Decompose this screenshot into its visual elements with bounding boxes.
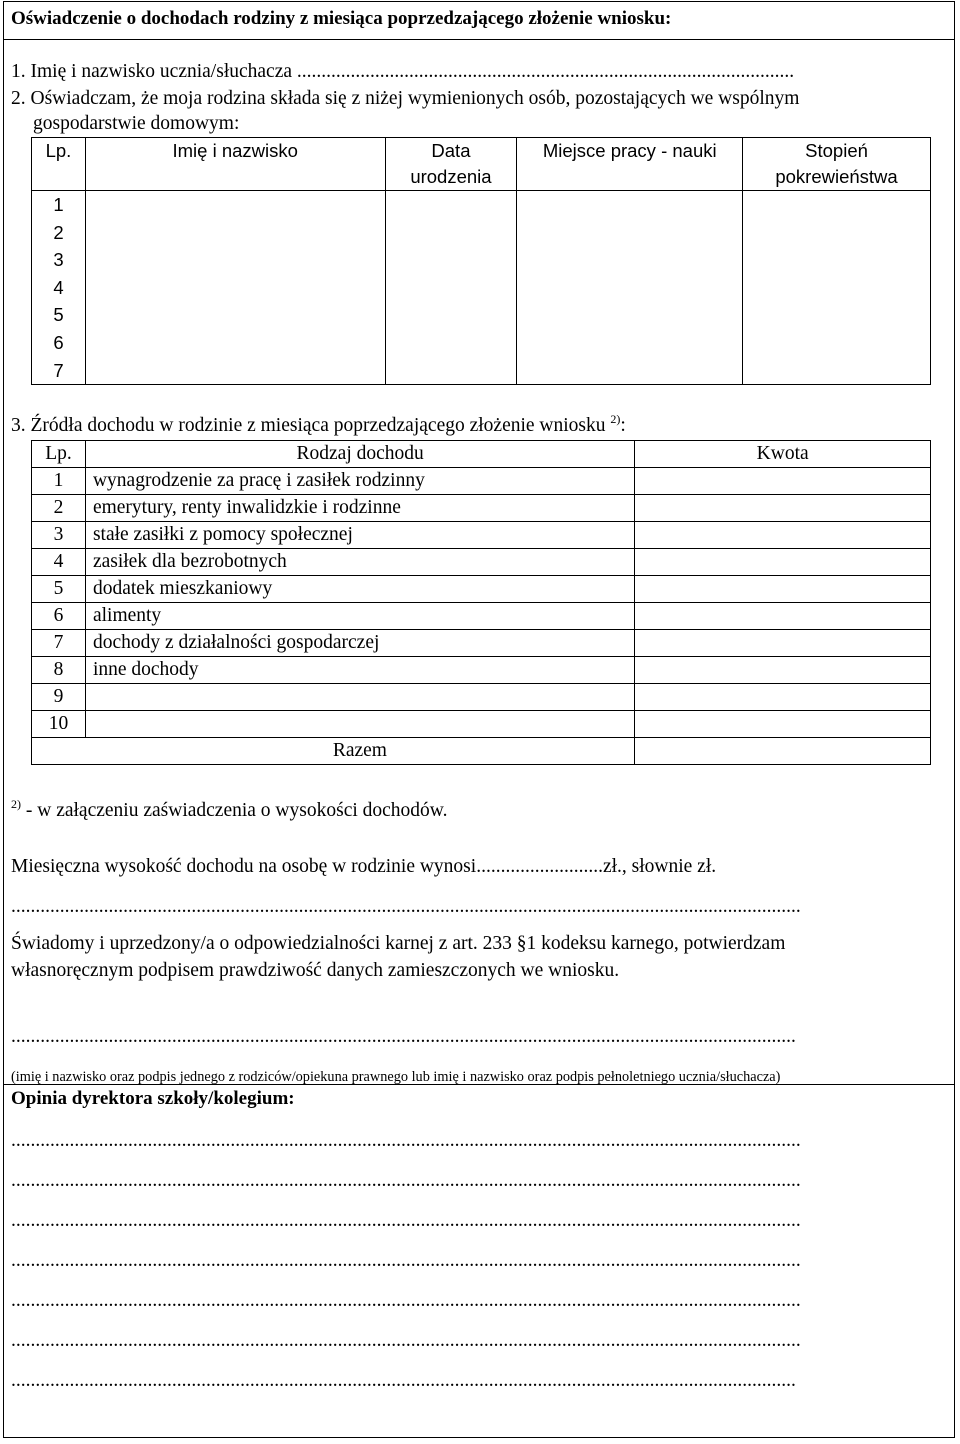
row-number: 6 <box>53 331 64 353</box>
student-name-line[interactable]: 1. Imię i nazwisko ucznia/słuchacza ...................................................................................................... <box>11 61 795 82</box>
opinion-title: Opinia dyrektora szkoły/kolegium: <box>11 1088 295 1109</box>
total-row <box>32 738 931 765</box>
signature-divider <box>3 1084 955 1085</box>
table-row <box>32 468 931 495</box>
name-cells[interactable] <box>85 191 385 385</box>
total-amount-cell[interactable] <box>635 738 931 765</box>
opinion-line[interactable]: .................................................................................................................................................................. <box>11 1170 801 1191</box>
table-row <box>32 576 931 603</box>
form-title: Oświadczenie o dochodach rodziny z miesiąca poprzedzającego złożenie wniosku: <box>11 8 672 29</box>
col-kinship: Stopień pokrewieństwa <box>743 138 931 191</box>
col-amount: Kwota <box>635 441 931 468</box>
row-number: 7 <box>53 359 64 381</box>
row-income-type: inne dochody <box>85 657 634 684</box>
table-row <box>32 522 931 549</box>
amount-cell[interactable] <box>635 549 931 576</box>
income-table <box>31 440 931 765</box>
row-lp: 2 <box>32 495 86 522</box>
kinship-cells[interactable] <box>743 191 931 385</box>
amount-cell[interactable] <box>635 576 931 603</box>
table-row <box>32 684 931 711</box>
row-income-type[interactable] <box>85 684 634 711</box>
amount-cell[interactable] <box>635 603 931 630</box>
row-lp: 6 <box>32 603 86 630</box>
table-row <box>32 603 931 630</box>
row-lp: 5 <box>32 576 86 603</box>
total-label: Razem <box>85 738 634 765</box>
opinion-line[interactable]: .................................................................................................................................................................. <box>11 1130 801 1151</box>
amount-in-words-line[interactable]: .................................................................................................................................................................. <box>11 896 801 917</box>
birth-cells[interactable] <box>385 191 517 385</box>
amount-cell[interactable] <box>635 657 931 684</box>
table-row <box>32 711 931 738</box>
opinion-line[interactable]: .................................................................................................................................................................. <box>11 1330 801 1351</box>
family-row-numbers <box>32 191 86 385</box>
row-number: 1 <box>53 194 64 215</box>
col-lp: Lp. <box>32 441 86 468</box>
row-number: 2 <box>53 221 64 243</box>
declaration: Świadomy i uprzedzony/a o odpowiedzialności karnej z art. 233 §1 kodeksu karnego, potwierdzam <box>11 933 786 954</box>
row-lp: 1 <box>32 468 86 495</box>
work-cells[interactable] <box>517 191 743 385</box>
opinion-line[interactable]: .................................................................................................................................................................. <box>11 1250 801 1271</box>
row-lp: 8 <box>32 657 86 684</box>
signature-line[interactable]: ................................................................................................................................................................. <box>11 1026 796 1047</box>
row-lp: 4 <box>32 549 86 576</box>
table-row <box>32 549 931 576</box>
col-work: Miejsce pracy - nauki <box>517 138 743 191</box>
declaration-cont: własnoręcznym podpisem prawdziwość danych zamieszczonych we wniosku. <box>11 960 620 981</box>
opinion-line[interactable]: .................................................................................................................................................................. <box>11 1290 801 1311</box>
footnote: $^{2)}$ - w załączeniu zaświadczenia o wysokości dochodów. <box>11 797 448 821</box>
amount-cell[interactable] <box>635 495 931 522</box>
col-lp: Lp. <box>32 138 86 191</box>
family-statement: 2. Oświadczam, że moja rodzina składa się z niżej wymienionych osób, pozostających we wspólnym <box>11 88 800 109</box>
row-number: 5 <box>53 304 64 326</box>
row-lp: 9 <box>32 684 86 711</box>
row-income-type: dochody z działalności gospodarczej <box>85 630 634 657</box>
signature-caption: (imię i nazwisko oraz podpis jednego z rodziców/opiekuna prawnego lub imię i nazwisko oraz podpis pełnoletniego ucznia/słuchacza) <box>11 1069 781 1085</box>
row-income-type: wynagrodzenie za pracę i zasiłek rodzinny <box>85 468 634 495</box>
income-table-header <box>32 441 931 468</box>
table-row <box>32 657 931 684</box>
amount-cell[interactable] <box>635 711 931 738</box>
col-name: Imię i nazwisko <box>85 138 385 191</box>
row-income-type: stałe zasiłki z pomocy społecznej <box>85 522 634 549</box>
row-number: 4 <box>53 276 64 298</box>
amount-cell[interactable] <box>635 522 931 549</box>
opinion-line[interactable]: ................................................................................................................................................................. <box>11 1370 796 1391</box>
row-income-type: emerytury, renty inwalidzkie i rodzinne <box>85 495 634 522</box>
title-divider <box>3 39 955 40</box>
row-lp: 3 <box>32 522 86 549</box>
table-row <box>32 630 931 657</box>
table-row <box>32 495 931 522</box>
row-number: 3 <box>53 249 64 271</box>
monthly-income-line[interactable]: Miesięczna wysokość dochodu na osobę w rodzinie wynosi..........................zł., słownie zł. <box>11 856 717 877</box>
amount-cell[interactable] <box>635 684 931 711</box>
row-income-type: dodatek mieszkaniowy <box>85 576 634 603</box>
col-birth: Data urodzenia <box>385 138 517 191</box>
opinion-line[interactable]: .................................................................................................................................................................. <box>11 1210 801 1231</box>
amount-cell[interactable] <box>635 468 931 495</box>
family-members-table <box>31 137 931 385</box>
income-sources-heading: 3. Źródła dochodu w rodzinie z miesiąca poprzedzającego złożenie wniosku $^{2)}$: <box>11 412 626 436</box>
amount-cell[interactable] <box>635 630 931 657</box>
row-income-type[interactable] <box>85 711 634 738</box>
family-statement-cont: gospodarstwie domowym: <box>33 113 240 134</box>
family-table-header <box>32 138 931 191</box>
row-lp: 7 <box>32 630 86 657</box>
row-income-type: zasiłek dla bezrobotnych <box>85 549 634 576</box>
row-income-type: alimenty <box>85 603 634 630</box>
col-income-type: Rodzaj dochodu <box>85 441 634 468</box>
row-lp: 10 <box>32 711 86 738</box>
